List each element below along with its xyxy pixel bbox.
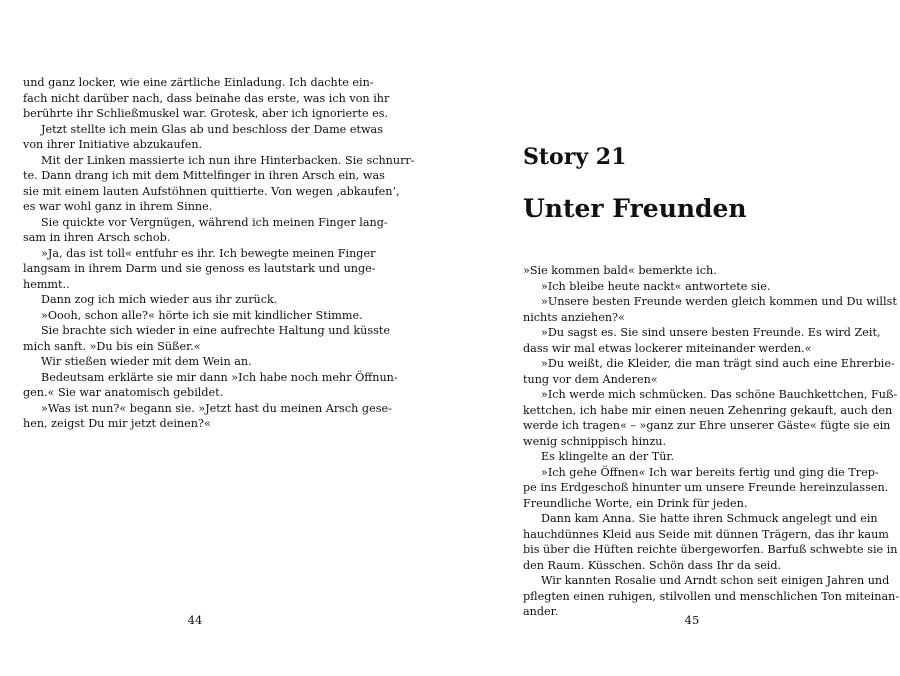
chapter-title: Unter Freunden xyxy=(523,194,747,223)
text-line: sie mit einem lauten Aufstöhnen quittierte. Von wegen ‚abkaufen’, xyxy=(23,184,400,198)
page-number-left: 44 xyxy=(187,613,203,627)
text-line: »Ja, das ist toll« entfuhr es ihr. Ich bewegte meinen Finger xyxy=(41,246,376,260)
text-line: wenig schnippisch hinzu. xyxy=(523,434,667,448)
text-line: Freundliche Worte, ein Drink für jeden. xyxy=(523,496,748,510)
text-line: »Unsere besten Freunde werden gleich kommen und Du willst xyxy=(541,295,897,308)
text-line: te. Dann drang ich mit dem Mittelfinger in ihren Arsch ein, was xyxy=(23,169,385,182)
text-line: »Oooh, schon alle?« hörte ich sie mit kindlicher Stimme. xyxy=(41,308,363,322)
text-line: Bedeutsam erklärte sie mir dann »Ich habe noch mehr Öffnun- xyxy=(41,370,398,384)
text-line: hemmt.. xyxy=(23,277,70,291)
text-line: Wir stießen wieder mit dem Wein an. xyxy=(41,355,252,368)
text-line: gen.« Sie war anatomisch gebildet. xyxy=(23,386,224,399)
left-page-text xyxy=(23,75,415,432)
text-line: Dann zog ich mich wieder aus ihr zurück. xyxy=(41,293,278,306)
text-line: ander. xyxy=(523,605,559,618)
text-line: kettchen, ich habe mir einen neuen Zehenring gekauft, auch den xyxy=(523,403,893,417)
text-line: »Ich bleibe heute nackt« antwortete sie. xyxy=(541,279,771,293)
text-line: »Du sagst es. Sie sind unsere besten Freunde. Es wird Zeit, xyxy=(541,326,881,339)
text-line: tung vor dem Anderen« xyxy=(523,372,658,386)
text-line: nichts anziehen?« xyxy=(523,310,625,324)
text-line: fach nicht darüber nach, dass beinahe das erste, was ich von ihr xyxy=(23,91,390,105)
text-line: »Was ist nun?« begann sie. »Jetzt hast du meinen Arsch gese- xyxy=(41,401,392,415)
text-line: den Raum. Küsschen. Schön dass Ihr da seid. xyxy=(523,558,782,572)
story-label: Story 21 xyxy=(523,144,627,170)
text-line: langsam in ihrem Darm und sie genoss es lautstark und unge- xyxy=(23,262,376,275)
text-line: »Du weißt, die Kleider, die man trägt sind auch eine Ehrerbie- xyxy=(541,357,895,370)
text-line: Sie brachte sich wieder in eine aufrechte Haltung und küsste xyxy=(41,324,390,337)
text-line: Dann kam Anna. Sie hatte ihren Schmuck angelegt und ein xyxy=(541,512,878,525)
text-line: »Ich werde mich schmücken. Das schöne Bauchkettchen, Fuß- xyxy=(541,388,898,401)
text-line: es war wohl ganz in ihrem Sinne. xyxy=(23,200,213,213)
text-line: hen, zeigst Du mir jetzt deinen?« xyxy=(23,417,211,430)
right-page-text xyxy=(523,263,900,620)
text-line: bis über die Hüften reichte übergeworfen. Barfuß schwebte sie in xyxy=(523,543,898,556)
text-line: pflegten einen ruhigen, stilvollen und menschlichen Ton miteinan- xyxy=(523,589,900,603)
text-line: »Ich gehe Öffnen« Ich war bereits fertig und ging die Trep- xyxy=(541,465,879,479)
text-line: hauchdünnes Kleid aus Seide mit dünnen Trägern, das ihr kaum xyxy=(523,527,889,541)
text-line: pe ins Erdgeschoß hinunter um unsere Freunde hereinzulassen. xyxy=(523,481,889,494)
text-line: von ihrer Initiative abzukaufen. xyxy=(23,138,203,151)
text-line: »Sie kommen bald« bemerkte ich. xyxy=(523,264,717,277)
text-line: sam in ihren Arsch schob. xyxy=(23,231,171,244)
text-line: berührte ihr Schließmuskel war. Grotesk, aber ich ignorierte es. xyxy=(23,107,389,120)
text-line: Sie quickte vor Vergnügen, während ich meinen Finger lang- xyxy=(41,215,388,229)
page-number-right: 45 xyxy=(684,613,700,627)
text-line: werde ich tragen« – »ganz zur Ehre unserer Gäste« fügte sie ein xyxy=(523,419,891,432)
text-line: Es klingelte an der Tür. xyxy=(541,450,675,463)
text-line: und ganz locker, wie eine zärtliche Einladung. Ich dachte ein- xyxy=(23,76,374,89)
text-line: Wir kannten Rosalie und Arndt schon seit einigen Jahren und xyxy=(541,574,890,587)
text-line: Jetzt stellte ich mein Glas ab und beschloss der Dame etwas xyxy=(41,122,383,136)
text-line: mich sanft. »Du bis ein Süßer.« xyxy=(23,339,201,353)
right-page xyxy=(450,0,900,676)
text-line: dass wir mal etwas lockerer miteinander werden.« xyxy=(523,341,812,355)
text-line: Mit der Linken massierte ich nun ihre Hinterbacken. Sie schnurr- xyxy=(41,153,415,167)
